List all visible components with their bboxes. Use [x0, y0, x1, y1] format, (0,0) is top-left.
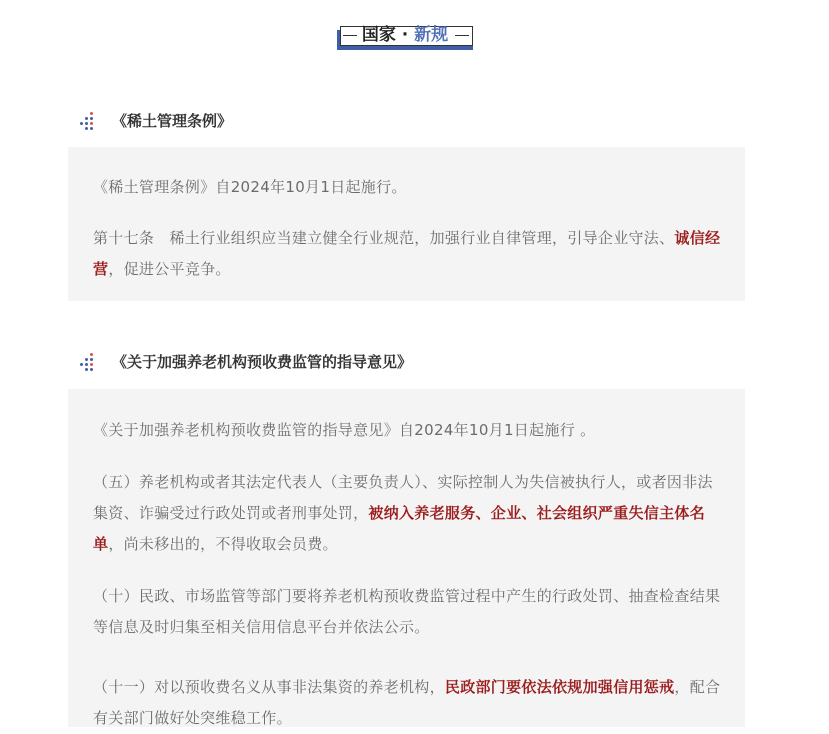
text-span: ，尚未移出的，不得收取会员费。	[108, 535, 338, 553]
paragraph	[93, 223, 723, 285]
section-title: 《关于加强养老机构预收费监管的指导意见》	[112, 353, 413, 371]
paragraph: 《关于加强养老机构预收费监管的指导意见》自2024年10月1日起施行 。	[93, 421, 596, 439]
paragraph: （十）民政、市场监管等部门要将养老机构预收费监管过程中产生的行政处罚、抽查检查结果等信息及时归集至相关信用信息平台并依法公示。	[93, 587, 721, 636]
text-span: 第十七条 稀土行业组织应当建立健全行业规范，加强行业自律管理，引导企业守法、	[93, 229, 675, 247]
paragraph	[93, 672, 723, 734]
highlight-text: 诚信经营	[93, 229, 721, 278]
text-span: ，促进公平竞争。	[108, 260, 231, 278]
section-badge	[337, 22, 473, 50]
text-span: （十一）对以预收费名义从事非法集资的养老机构，	[93, 678, 445, 696]
dots-icon	[80, 112, 96, 130]
highlight-text: 被纳入养老服务、企业、社会组织严重失信主体名单	[93, 504, 706, 553]
badge-title-part2: 新规	[414, 25, 449, 45]
content-panel-2	[68, 389, 745, 727]
badge-title-dot: ·	[401, 25, 409, 45]
badge-title	[337, 22, 473, 48]
text-span: ，配合有关部门做好处突维稳工作。	[93, 678, 721, 727]
highlight-text: 民政部门要依法依规加强信用惩戒	[444, 678, 675, 696]
dots-icon	[80, 353, 96, 371]
paragraph: 《稀土管理条例》自2024年10月1日起施行。	[93, 178, 407, 196]
text-span: （五）养老机构或者其法定代表人（主要负责人）、实际控制人为失信被执行人，或者因非法集资、诈骗受过行政处罚或者刑事处罚，	[93, 473, 713, 522]
content-panel-1	[68, 147, 745, 301]
section-title: 《稀土管理条例》	[112, 112, 233, 130]
badge-title-part1: 国家	[361, 25, 396, 45]
paragraph	[93, 467, 723, 560]
